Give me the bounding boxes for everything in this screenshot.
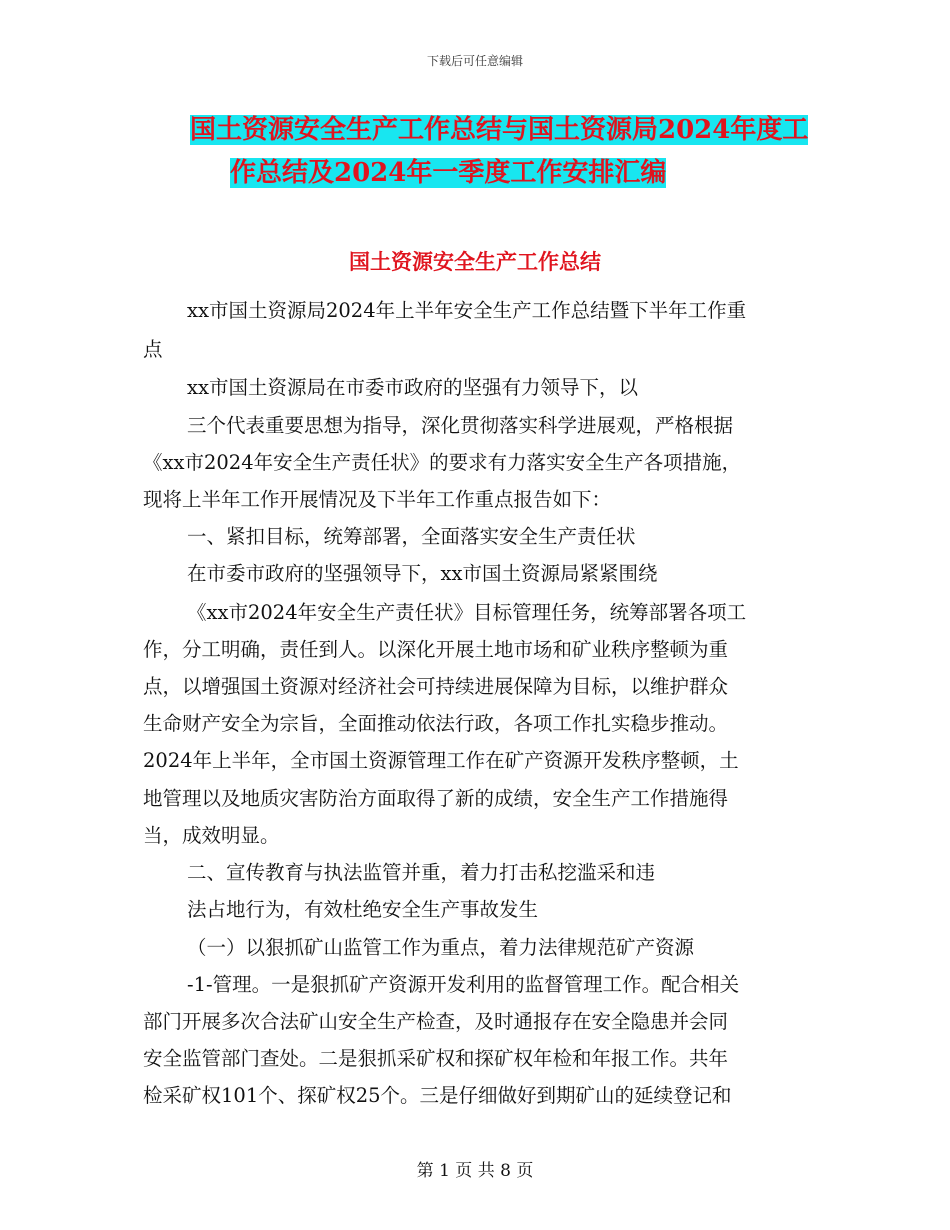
header-note: 下载后可任意编辑 xyxy=(426,54,523,68)
body-line: 点，以增强国土资源对经济社会可持续进展保障为目标，以维护群众 xyxy=(143,675,729,698)
body-line: 二、宣传教育与执法监管并重，着力打击私挖滥采和违 xyxy=(187,861,656,884)
body-line: 部门开展多次合法矿山安全生产检查，及时通报存在安全隐患并会同 xyxy=(143,1010,729,1033)
body-line: 《xx市2024年安全生产责任状》的要求有力落实安全生产各项措施， xyxy=(143,451,742,474)
body-line: 作，分工明确，责任到人。以深化开展土地市场和矿业秩序整顿为重 xyxy=(143,638,729,661)
body-line: 在市委市政府的坚强领导下，xx市国土资源局紧紧围绕 xyxy=(187,562,658,585)
page-number: 第 1 页 共 8 页 xyxy=(416,1161,534,1181)
title-highlight-2: 作总结及2024年一季度工作安排汇编 xyxy=(230,158,667,188)
body-line: -1-管理。一是狠抓矿产资源开发利用的监督管理工作。配合相关 xyxy=(187,973,740,996)
body-line: 2024年上半年，全市国土资源管理工作在矿产资源开发秩序整顿，土 xyxy=(143,749,739,772)
body-line: xx市国土资源局2024年上半年安全生产工作总结暨下半年工作重 xyxy=(187,299,747,322)
document-title-line-1 xyxy=(190,110,870,150)
title-highlight-1: 国土资源安全生产工作总结与国土资源局2024年度工 xyxy=(190,115,809,145)
body-line: 点 xyxy=(143,338,163,361)
document-title-line-2 xyxy=(230,153,910,193)
body-line: 安全监管部门查处。二是狠抓采矿权和探矿权年检和年报工作。共年 xyxy=(143,1047,729,1070)
section-title: 国土资源安全生产工作总结 xyxy=(349,249,601,274)
body-line: xx市国土资源局在市委市政府的坚强有力领导下，以 xyxy=(187,376,638,399)
body-line: 当，成效明显。 xyxy=(143,824,280,847)
body-line: 地管理以及地质灾害防治方面取得了新的成绩，安全生产工作措施得 xyxy=(143,787,729,810)
body-line: 法占地行为，有效杜绝安全生产事故发生 xyxy=(187,898,539,921)
body-line: （一）以狠抓矿山监管工作为重点，着力法律规范矿产资源 xyxy=(187,936,695,959)
body-line: 《xx市2024年安全生产责任状》目标管理任务，统筹部署各项工 xyxy=(187,601,747,624)
body-line: 三个代表重要思想为指导，深化贯彻落实科学进展观，严格根据 xyxy=(187,414,734,437)
body-line: 一、紧扣目标，统筹部署，全面落实安全生产责任状 xyxy=(187,525,636,548)
body-line: 检采矿权101个、探矿权25个。三是仔细做好到期矿山的延续登记和 xyxy=(143,1084,732,1107)
body-line: 现将上半年工作开展情况及下半年工作重点报告如下： xyxy=(143,488,612,511)
body-line: 生命财产安全为宗旨，全面推动依法行政，各项工作扎实稳步推动。 xyxy=(143,712,729,735)
